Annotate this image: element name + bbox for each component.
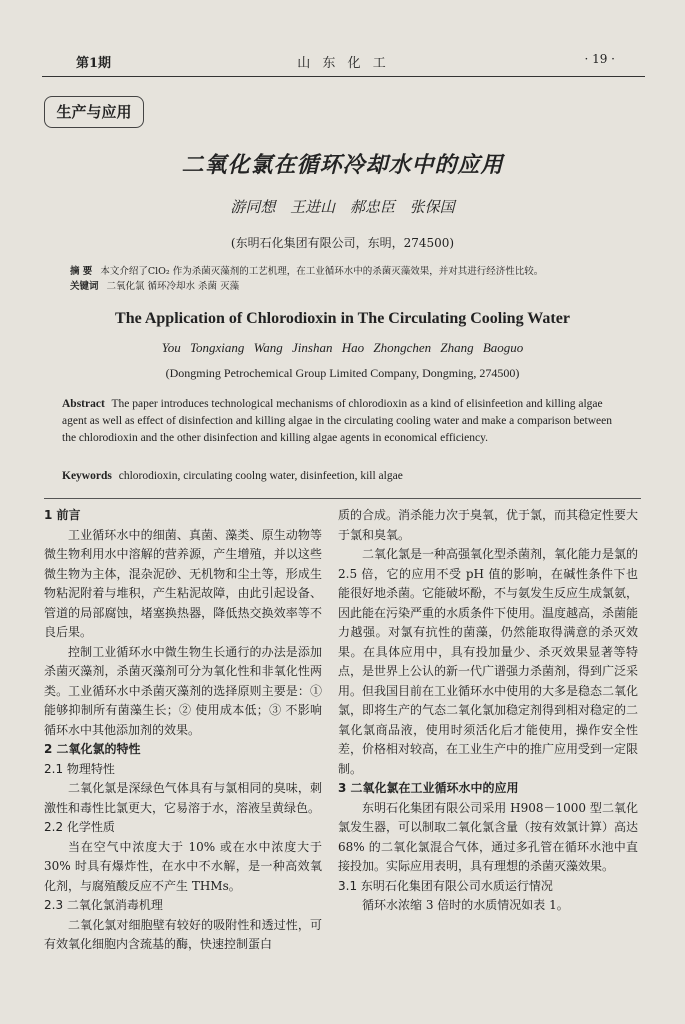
paragraph: 二氧化氯对细胞壁有较好的吸附性和透过性，可有效氧化细胞内含巯基的酶，快速控制蛋白 [44,917,322,951]
subsection-heading: 2.3 二氧化氯消毒机理 [44,898,163,912]
running-header [42,44,645,77]
paragraph: 二氧化氯是一种高强氧化型杀菌剂，氧化能力是氯的 2.5 倍，它的应用不受 pH 值的影响，在碱性条件下也能很好地杀菌。它能破坏酚，不与氨发生反应生成氯氨，因此能在污染严重的水质条件下使用。温度越高，杀菌能力越强。对氯有抗性的菌藻，仍然能取得满意的杀灭效果。在具体应用中，具有投加量少、杀灭效果显著等特点，是世界上公认的新一代广谱强力杀菌剂，得到广泛采用。但我国目前在工业循环水中使用的大多是稳态二氧化氯，即将生产的气态二氧化氯加稳定剂得到相对稳定的二氧化氯商品液，使用时须活化后才能使用，操作安全性差，价格相对较高，在工业生产中的推广应用受到一定限制。 [338,547,639,776]
issue-number: 第1期 [76,56,112,71]
abstract-text: 本文介绍了ClO₂ 作为杀菌灭藻剂的工艺机理，在工业循环水中的杀菌灭藻效果，并对其进行经济性比较。 [100,266,544,277]
section-heading: 2 二氧化氯的特性 [44,742,141,756]
paragraph: 当在空气中浓度大于 10% 或在水中浓度大于 30% 时具有爆炸性，在水中不水解，是一种高效氧化剂，与腐殖酸反应不产生 THMs。 [44,839,322,893]
chinese-abstract-block [70,264,625,294]
right-column [338,506,638,916]
english-abstract-label: Abstract [62,398,105,410]
chinese-abstract [70,264,625,279]
journal-name: 山 东 化 工 [297,56,390,71]
english-abstract-text: The paper introduces technological mechanisms of chlorodioxin as a kind of elisinfeetion and killing algae agent as well as effect of disinfection and killing algae in the circulating cooling water and make a comparison between the chlorodioxin and the other disinfection and killing algae agents in economical efficiency. [62,398,612,444]
paragraph: 控制工业循环水中微生物生长通行的办法是添加杀菌灭藻剂，杀菌灭藻剂可分为氧化性和非氧化性两类。工业循环水中杀菌灭藻剂的选择原则主要是：① 能够抑制所有菌藻生长；② 使用成本低；③ 不影响循环水中其他添加剂的效果。 [44,644,322,737]
paragraph: 质的合成。消杀能力次于臭氧，优于氯，而其稳定性要大于氯和臭氧。 [338,508,639,542]
paragraph: 二氧化氯是深绿色气体具有与氯相同的臭味，刺激性和毒性比氯更大，它易溶于水，溶液呈黄绿色。 [44,781,322,815]
left-column [44,506,322,955]
paragraph: 东明石化集团有限公司采用 H908－1000 型二氧化氯发生器，可以制取二氧化氯含量（按有效氯计算）高达 68% 的二氧化氯混合气体，通过多孔管在循环水池中直接投加。实际应用表明，具有理想的杀菌灭藻效果。 [338,800,639,873]
chinese-authors: 游同想 王进山 郝忠臣 张保国 [230,198,455,216]
english-authors: You Tongxiang Wang Jinshan Hao Zhongchen Zhang Baoguo [161,340,524,355]
english-keywords-text: chlorodioxin, circulating coolng water, disinfeetion, kill algae [118,470,403,482]
divider [44,498,641,499]
english-keywords [62,470,623,482]
chinese-affiliation: (东明石化集团有限公司，东明，274500) [230,236,455,250]
paragraph: 循环水浓缩 3 倍时的水质情况如表 1。 [362,898,569,912]
english-abstract [62,396,623,447]
english-title: The Application of Chlorodioxin in The Circulating Cooling Water [115,310,570,327]
abstract-label: 摘 要 [70,266,93,277]
english-keywords-label: Keywords [62,470,112,482]
subsection-heading: 2.2 化学性质 [44,820,115,834]
english-affiliation: (Dongming Petrochemical Group Limited Company, Dongming, 274500) [165,366,520,380]
section-heading: 3 二氧化氯在工业循环水中的应用 [338,781,519,795]
keywords-text: 二氧化氯 循环冷却水 杀菌 灭藻 [106,281,240,292]
chinese-keywords [70,279,625,294]
page-number: · 19 · [584,52,615,66]
subsection-heading: 3.1 东明石化集团有限公司水质运行情况 [338,878,553,893]
column-label: 生产与应用 [44,96,144,128]
section-heading: 1 前言 [44,508,81,522]
paragraph: 工业循环水中的细菌、真菌、藻类、原生动物等微生物利用水中溶解的营养源，产生增殖，并以这些微生物为主体，混杂泥砂、无机物和尘土等，形成生物粘泥附着与堆积，产生粘泥故障，由此引起设备、管道的局部腐蚀，堵塞换热器，降低热交换效率等不良后果。 [44,527,322,639]
subsection-heading: 2.1 物理特性 [44,761,115,776]
keywords-label: 关键词 [70,281,99,292]
chinese-title: 二氧化氯在循环冷却水中的应用 [181,153,504,178]
